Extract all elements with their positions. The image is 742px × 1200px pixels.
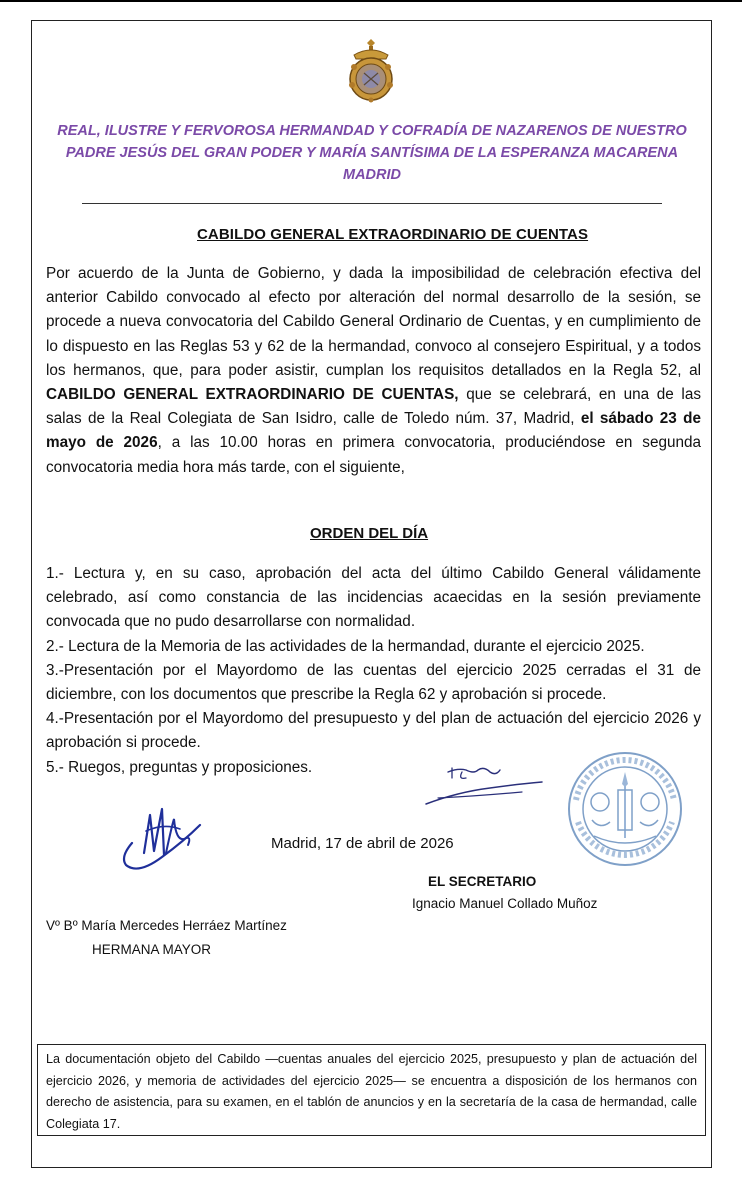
hermana-mayor-signature-icon <box>114 795 214 875</box>
secretary-name: Ignacio Manuel Collado Muñoz <box>412 896 598 911</box>
paragraph-part-3: , a las 10.00 horas en primera convocatoria, produciéndose en segunda convocatoria media hora más tarde, con el siguiente, <box>46 434 701 476</box>
heading-line-3: MADRID <box>343 167 401 183</box>
brotherhood-heading <box>48 120 696 186</box>
documentation-note-box <box>37 1044 706 1136</box>
paragraph-part-2: que se celebrará, en una de las salas de la Real Colegiata de San Isidro, calle de Toledo núm. 37, Madrid, <box>46 386 701 428</box>
paragraph-part-1: Por acuerdo de la Junta de Gobierno, y dada la imposibilidad de celebración efectiva del anterior Cabildo convocado al efecto por alteración del normal desarrollo de la sesión, se procede a nueva convocatoria del Cabildo General Ordinario de Cuentas, y en cumplimiento de lo dispuesto en las Reglas 53 y 62 de la hermandad, convoco al consejero Espiritual, y a todos los hermanos, que, para poder asistir, cumplan los requisitos detallados en la Regla 52, al <box>46 265 701 379</box>
agenda-item-5: 5.- Ruegos, preguntas y proposiciones. <box>46 758 313 776</box>
top-rule <box>0 0 742 2</box>
heading-line-1: REAL, ILUSTRE Y FERVOROSA HERMANDAD Y COFRADÍA DE NAZARENOS DE NUESTRO <box>57 123 687 139</box>
place-and-date: Madrid, 17 de abril de 2026 <box>271 835 454 852</box>
convocation-paragraph <box>46 262 701 480</box>
hermana-mayor-title: HERMANA MAYOR <box>92 942 212 957</box>
agenda-item-4: 4.-Presentación por el Mayordomo del presupuesto y del plan de actuación del ejercicio 2026 y aprobación si procede. <box>46 710 701 752</box>
secretary-title: EL SECRETARIO <box>428 874 537 889</box>
documentation-note-text: La documentación objeto del Cabildo —cuentas anuales del ejercicio 2025, presupuesto y plan de actuación del ejercicio 2026, y memoria de actividades del ejercicio 2025— se encuentra a disposición de los hermanos con derecho de asistencia, para su examen, en el tablón de anuncios y en la secretaría de la casa de hermandad, calle Colegiata 17. <box>46 1052 697 1131</box>
brotherhood-seal-stamp-icon <box>566 750 684 868</box>
secretary-signature-icon <box>418 762 548 812</box>
agenda-title: ORDEN DEL DÍA <box>310 525 429 542</box>
agenda-item-3: 3.-Presentación por el Mayordomo de las cuentas del ejercicio 2025 cerradas el 31 de diciembre, con los documentos que prescribe la Regla 62 y aprobación si procede. <box>46 661 701 704</box>
agenda-item-2: 2.- Lectura de la Memoria de las actividades de la hermandad, durante el ejercicio 2025. <box>46 637 645 655</box>
agenda-list <box>46 562 701 780</box>
agenda-item-1: 1.- Lectura y, en su caso, aprobación del acta del último Cabildo General válidamente celebrado, así como constancia de las incidencias acaecidas en la sesión previamente convocada que no pudo desarrollarse con normalidad. <box>46 565 701 631</box>
paragraph-bold-1: CABILDO GENERAL EXTRAORDINARIO DE CUENTAS, <box>46 386 459 404</box>
brotherhood-crest-icon <box>340 37 402 103</box>
document-title: CABILDO GENERAL EXTRAORDINARIO DE CUENTAS <box>197 226 589 243</box>
paragraph-bold-2: el sábado 23 de mayo de 2026 <box>46 410 701 452</box>
approval-line: Vº Bº María Mercedes Herráez Martínez <box>46 918 287 933</box>
divider-line <box>82 203 662 204</box>
heading-line-2: PADRE JESÚS DEL GRAN PODER Y MARÍA SANTÍSIMA DE LA ESPERANZA MACARENA <box>65 145 679 161</box>
